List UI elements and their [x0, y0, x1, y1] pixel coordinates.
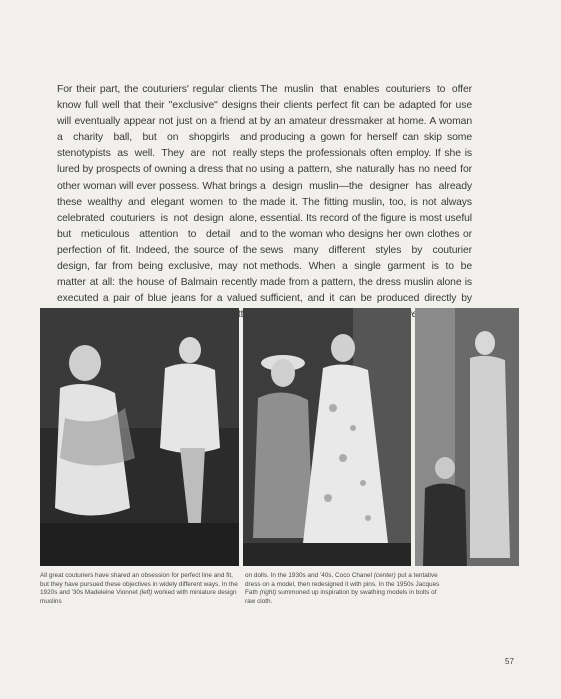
page-number: 57: [505, 657, 514, 666]
caption-right-tail2: summoned up inspiration by swathing models in bolts of raw cloth.: [245, 589, 437, 606]
body-text-right: The muslin that enables couturiers to offer their clients perfect fit can be adapted for use by an amateur dressmaker at home. A woman producing a gown for herself can skip some steps the professionals often employ. If she is using a pattern, she naturally has no need for a design muslin—the designer has already made it. The fitting muslin, too, is not always essential. Its record of the figure is most useful to the woman who designs her own clothes or sews many different styles by couturier methods. When a single garment is to be made from a pattern, the dress muslin alone is sufficient, and it can be produced directly by: [260, 84, 472, 305]
caption-left: [40, 572, 240, 607]
caption-right-head: on dolls. In the 1930s and '40s, Coco Chanel: [245, 572, 374, 579]
caption-right-tail: put a tentative dress on a model, then redesigned it with pins. In the 1950s Jacques Fath: [245, 572, 440, 597]
caption-right-ref: (center): [373, 572, 396, 579]
photo-vionnet: [40, 308, 239, 566]
photo-chanel: [243, 308, 411, 566]
body-text-left: For their part, the couturiers' regular clients know full well that their "exclusive" designs will eventually appear not just on a friend at a charity ball, but on shopgirls and stenotypists as well. They are not really lured by prospects of owning a dress that no other woman will ever possess. What brings these wealthy and elegant women to the celebrated couturiers is not design alone, but meticulous attention to detail and perfection of fit. Indeed, the source of the design, far from being exclusive, may not matter at all: the house of Balmain recently executed a pair of blue jeans for a valued: [57, 84, 257, 305]
photo-fath: [415, 308, 519, 566]
caption-left-text: All great couturiers have shared an obsession for perfect line and fit, but they have pursued these objectives in widely different ways. In the 1920s and '30s Madeleine Vionnet: [40, 572, 238, 597]
body-column-right: [260, 82, 472, 340]
caption-right: [245, 572, 445, 607]
body-column-left: [57, 82, 257, 340]
caption-left-tail: worked with miniature design muslins: [40, 589, 237, 606]
caption-right-ref2: (right): [259, 589, 277, 597]
caption-left-ref: (left): [139, 589, 153, 597]
